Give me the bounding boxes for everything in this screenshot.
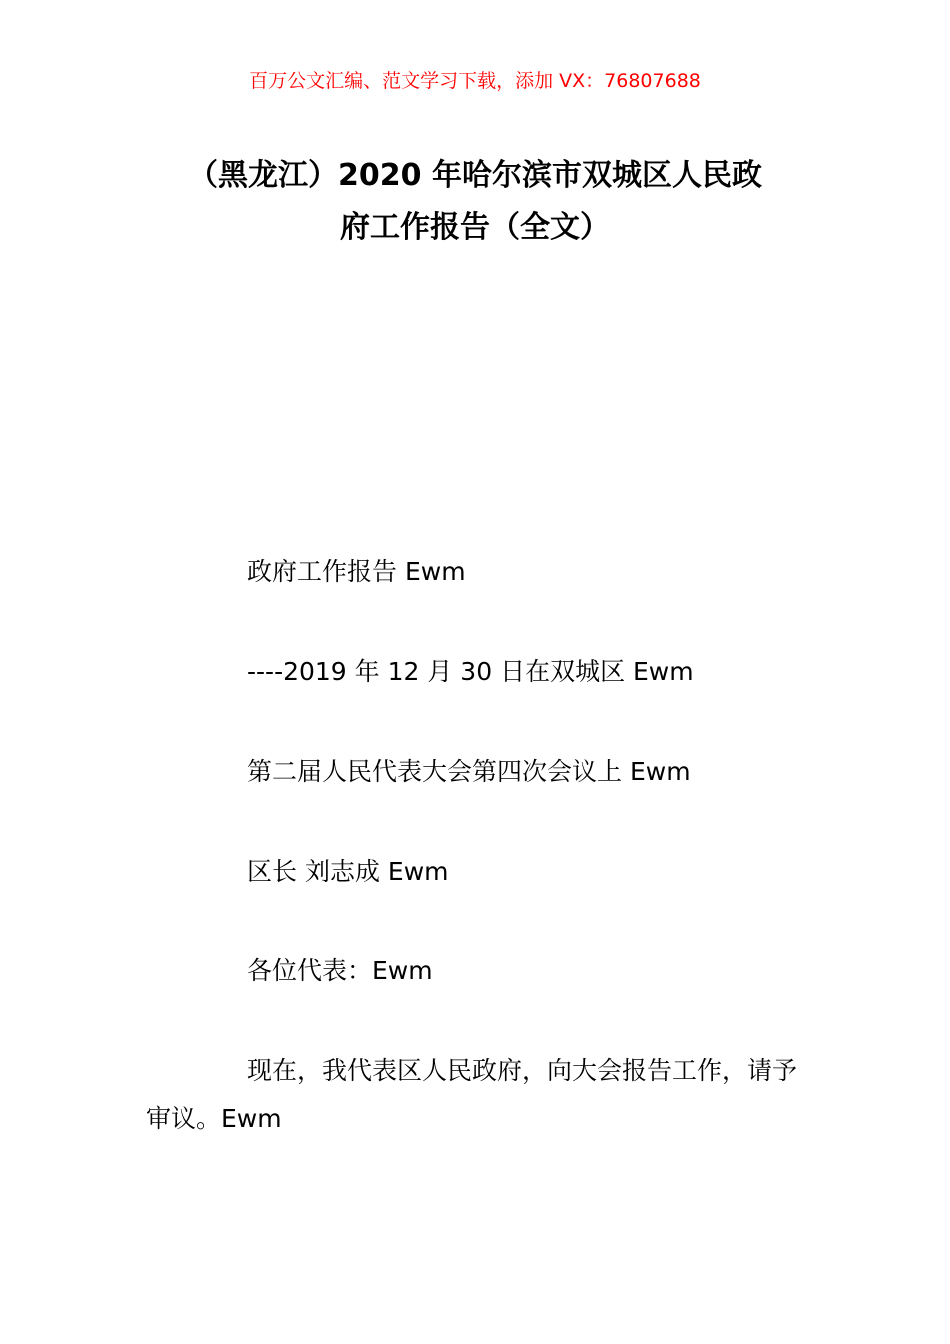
document-title: [140, 150, 810, 254]
header-note: 百万公文汇编、范文学习下载，添加 VX：76807688: [249, 70, 701, 92]
title-line-1: （黑龙江）2020 年哈尔滨市双城区人民政: [188, 158, 762, 193]
report-heading: 政府工作报告 Ewm: [247, 557, 466, 586]
opening-paragraph: 现在，我代表区人民政府，向大会报告工作，请予审议。Ewm: [146, 1056, 798, 1133]
salutation: 各位代表：Ewm: [247, 956, 433, 985]
report-speaker: 区长 刘志成 Ewm: [247, 857, 449, 886]
report-meeting-line: 第二届人民代表大会第四次会议上 Ewm: [247, 757, 691, 786]
title-line-2: 府工作报告（全文）: [340, 210, 610, 245]
report-date-line: ----2019 年 12 月 30 日在双城区 Ewm: [247, 657, 694, 686]
